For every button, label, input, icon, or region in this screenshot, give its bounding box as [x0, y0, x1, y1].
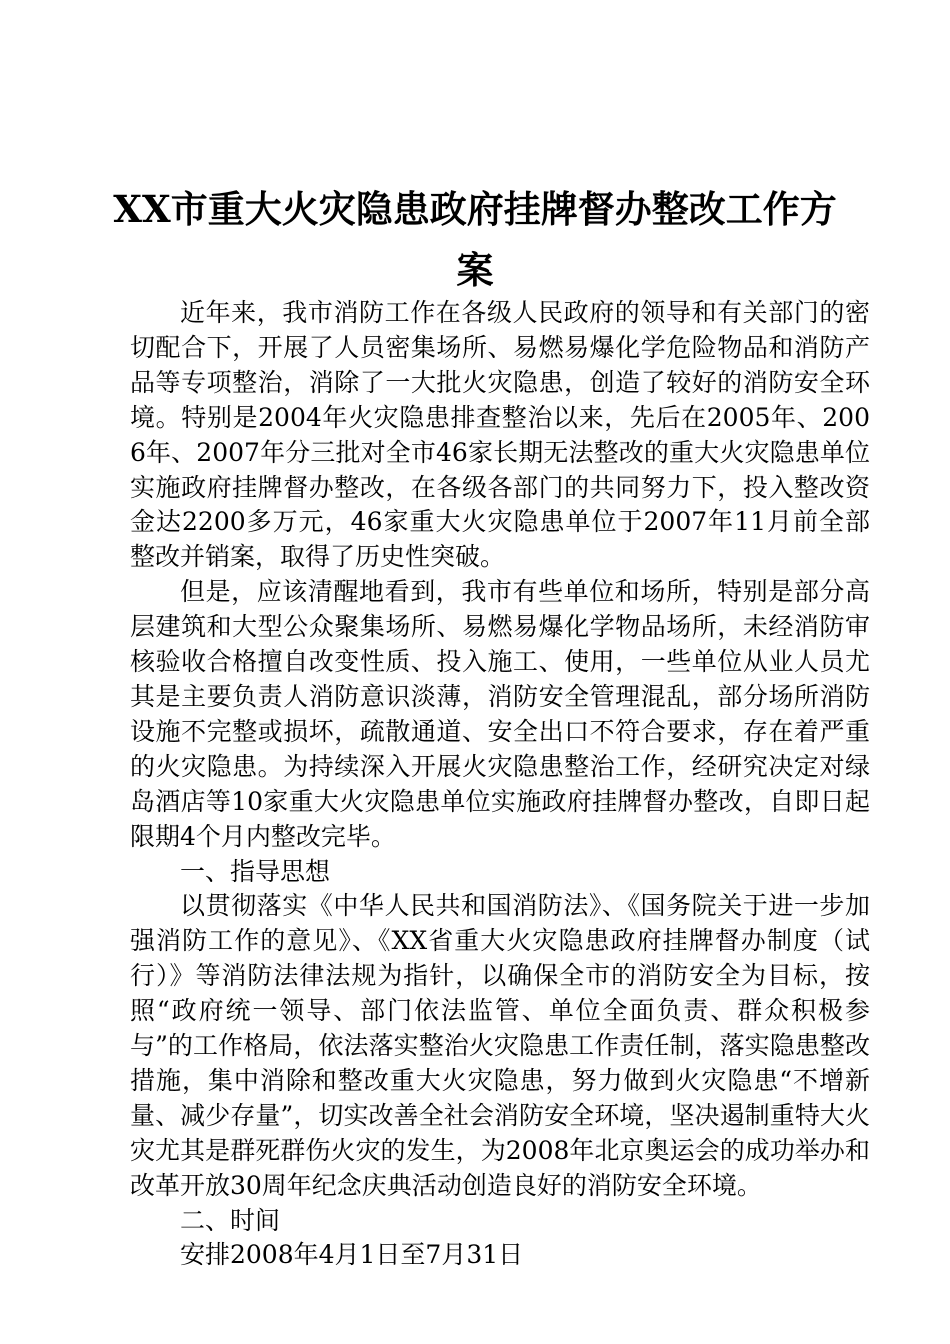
section-heading-guiding-ideology: 一、指导思想: [180, 856, 331, 886]
document-title-line2: 案: [456, 248, 494, 292]
document-title-line1: XX市重大火灾隐患政府挂牌督办整改工作方: [113, 187, 837, 231]
background-paragraph: 但是，应该清醒地看到，我市有些单位和场所，特别是部分高层建筑和大型公众聚集场所、易燃易爆化学物品场所，未经消防审核验收合格擅自改变性质、投入施工、使用，一些单位从业人员尤其是主要负责人消防意识淡薄，消防安全管理混乱，部分场所消防设施不完整或损坏，疏散通道、安全出口不符合要求，存在着严重的火灾隐患。为持续深入开展火灾隐患整治工作，经研究决定对绿岛酒店等10家重大火灾隐患单位实施政府挂牌督办整改，自即日起限期4个月内整改完毕。: [130, 577, 870, 851]
intro-paragraph: 近年来，我市消防工作在各级人民政府的领导和有关部门的密切配合下，开展了人员密集场所、易燃易爆化学危险物品和消防产品等专项整治，消除了一大批火灾隐患，创造了较好的消防安全环境。特别是2004年火灾隐患排查整治以来，先后在2005年、2006年、2007年分三批对全市46家长期无法整改的重大火灾隐患单位实施政府挂牌督办整改，在各级各部门的共同努力下，投入整改资金达2200多万元，46家重大火灾隐患单位于2007年11月前全部整改并销案，取得了历史性突破。: [130, 298, 870, 572]
guiding-ideology-paragraph: 以贯彻落实《中华人民共和国消防法》、《国务院关于进一步加强消防工作的意见》、《XX省重大火灾隐患政府挂牌督办制度（试行）》等消防法律法规为指针，以确保全市的消防安全为目标，按照“政府统一领导、部门依法监管、单位全面负责、群众积极参与”的工作格局，依法落实整治火灾隐患工作责任制，落实隐患整改措施，集中消除和整改重大火灾隐患，努力做到火灾隐患“不增新量、减少存量”，切实改善全社会消防安全环境，坚决遏制重特大火灾尤其是群死群伤火灾的发生，为2008年北京奥运会的成功举办和改革开放30周年纪念庆典活动创造良好的消防安全环境。: [130, 891, 870, 1200]
document-body: [130, 296, 870, 1273]
section-heading-time: 二、时间: [180, 1205, 281, 1235]
time-paragraph: 安排2008年4月1日至7月31日: [180, 1240, 524, 1270]
